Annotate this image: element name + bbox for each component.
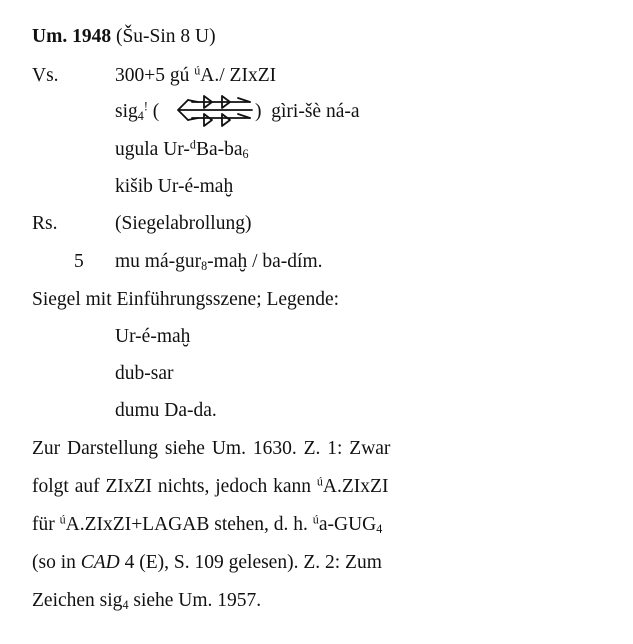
seal-legend-line-3: dumu Da-da.: [115, 400, 217, 421]
catalog-number: Um. 1948: [32, 26, 112, 47]
reverse-line-5: mu má-gur$_8$-maḫ / ba-dím.: [115, 251, 323, 274]
catalog-date: (Šu-Sin 8 U): [115, 26, 216, 47]
obverse-line-2-rest: ) gìri-šè ná-a: [255, 101, 360, 122]
commentary-line-2: folgt auf ZIxZI nichts, jedoch kann $^ú$A.ZIxZI: [32, 474, 389, 497]
commentary-line-3: für $^ú$A.ZIxZI+LAGAB stehen, d. h. $^úa-GUG_4$: [32, 512, 383, 537]
cuneiform-sign-drawing: [174, 90, 256, 132]
line-number-5: 5: [74, 251, 84, 272]
seal-intro: Siegel mit Einführungsszene; Legende:: [32, 289, 340, 310]
catalog-header: [32, 27, 216, 47]
commentary-line-4: (so in CAD 4 (E), S. 109 gelesen). Z. 2: Zum: [32, 552, 382, 573]
obverse-line-4: kišib Ur-é-maḫ: [115, 176, 234, 197]
obverse-line-3: ugula $Ur-^dBa-ba_6$: [115, 137, 249, 162]
commentary-line-1: Zur Darstellung siehe Um. 1630. Z. 1: Zwar: [32, 438, 391, 459]
obverse-line-2: sig$_4$! (: [115, 99, 160, 124]
seal-legend-line-1: Ur-é-maḫ: [115, 326, 191, 347]
reverse-label: Rs.: [32, 213, 58, 234]
commentary-line-5: Zeichen sig$_4$ siehe Um. 1957.: [32, 590, 262, 613]
reverse-note: (Siegelabrollung): [115, 213, 252, 234]
obverse-label: Vs.: [32, 65, 59, 86]
obverse-line-1: 300+5 gú $^ú$A./ ZIxZI: [115, 63, 277, 86]
seal-legend-line-2: dub-sar: [115, 363, 174, 384]
cad-reference: CAD: [80, 552, 120, 573]
